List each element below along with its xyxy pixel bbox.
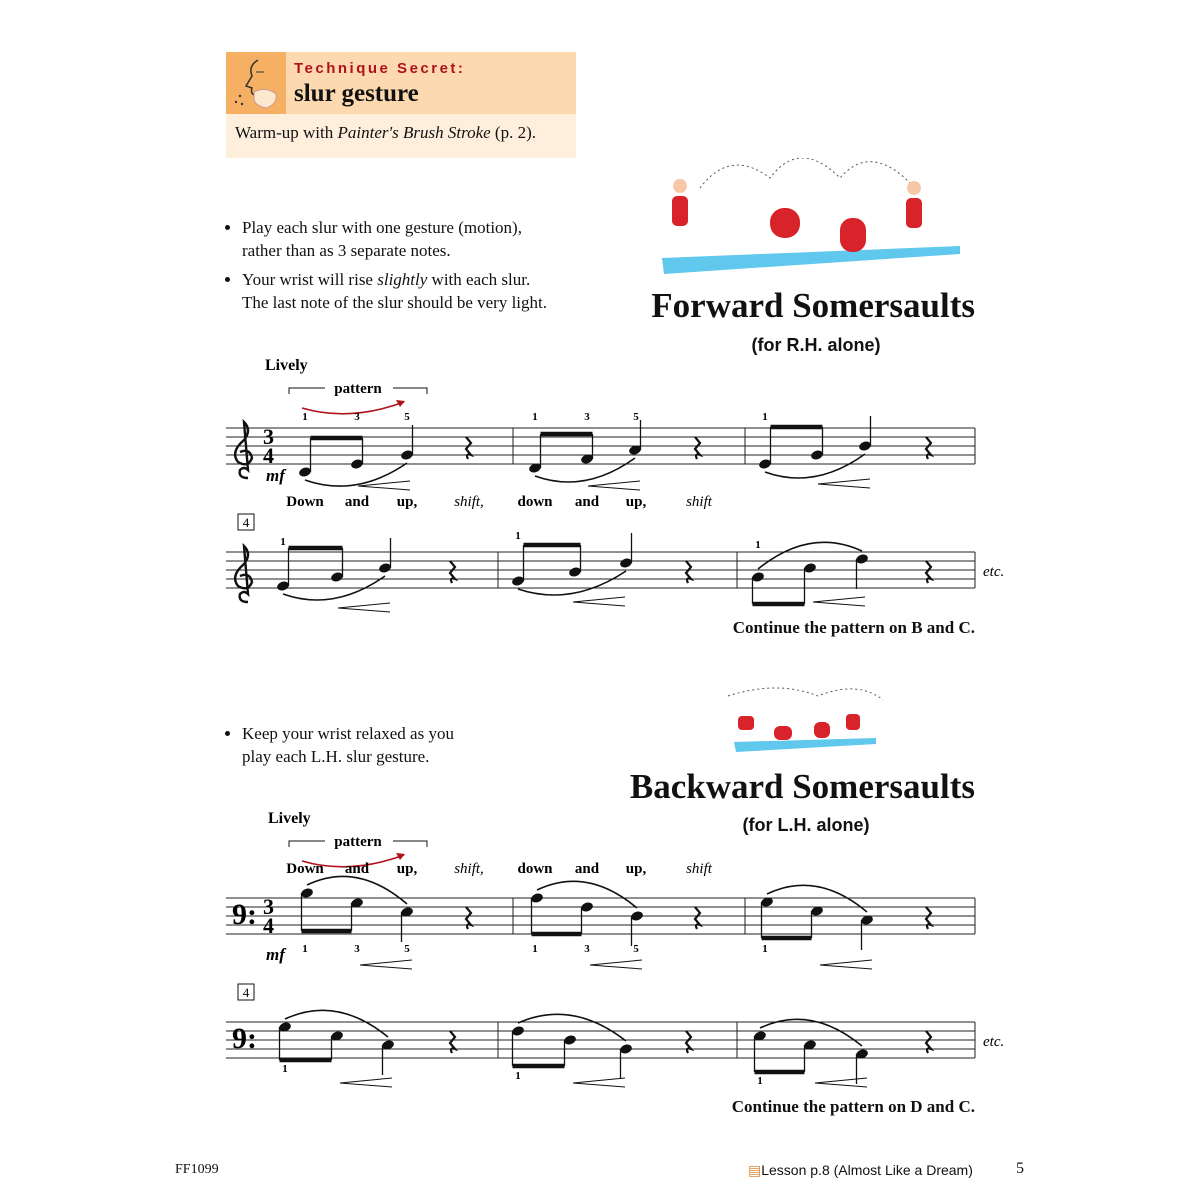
fingering: 5 [404,411,410,423]
fingering: 1 [755,539,761,551]
dynamic-marking: mf [266,466,285,485]
fingering: 3 [354,411,360,423]
lyric-word: and [574,494,600,510]
fingering: 1 [757,1075,763,1087]
fingering: 1 [762,943,768,955]
treble-clef-icon [235,546,252,602]
fingering: 5 [404,943,410,955]
section2-bullets [226,722,606,774]
section2-continue: Continue the pattern on D and C. [731,1097,975,1116]
section1-subtitle: (for R.H. alone) [751,335,881,355]
bullet-line: The last note of the slur should be very light. [242,293,547,312]
section1-title: Forward Somersaults [651,286,975,325]
time-signature-bottom: 4 [263,443,274,468]
fingering: 1 [762,411,768,423]
decrescendo [815,1078,867,1087]
quarter-rest [450,561,455,583]
measure-number: 4 [242,985,250,1000]
bass-clef-icon: 9: [232,1022,257,1055]
lyric-word: Down [286,861,324,877]
tip-label: Technique Secret: [294,60,466,77]
fingering: 1 [515,1070,521,1082]
quarter-rest [926,437,931,459]
lyric-word: shift, [454,861,484,877]
etc-marking: etc. [983,564,1005,580]
quarter-rest [466,907,471,929]
bass-clef-icon: 9: [232,898,257,931]
tempo-marking: Lively [265,357,308,374]
tip-body-piece: Painter's Brush Stroke [337,123,491,142]
lyric-word: and [344,861,370,877]
fingering: 3 [584,411,590,423]
quarter-rest [686,1031,691,1053]
decrescendo [573,1078,625,1087]
fingering: 5 [633,943,639,955]
quarter-rest [695,907,700,929]
section2-subtitle: (for L.H. alone) [742,815,870,835]
lyric-word: up, [625,861,647,877]
time-signature-top: 3 [263,894,274,919]
decrescendo [360,960,412,969]
quarter-rest [695,437,700,459]
backward-somersault-illustration [718,686,888,756]
pattern-arrow [302,402,404,414]
time-signature-top: 3 [263,424,274,449]
etc-marking: etc. [983,1034,1005,1050]
fingering: 1 [515,530,521,542]
bullet-line: with each slur. [427,270,531,289]
lyric-word: down [517,861,553,877]
decrescendo [588,481,640,490]
pattern-label: pattern [334,834,382,850]
measure-number: 4 [242,515,250,530]
bullet-line: play each L.H. slur gesture. [242,747,430,766]
decrescendo [820,960,872,969]
lyric-word: shift [686,494,712,510]
section2-title: Backward Somersaults [629,767,975,806]
fingering: 5 [633,411,639,423]
fingering: 3 [354,943,360,955]
lyric-word: shift, [454,494,484,510]
lyric-word: up, [396,494,418,510]
tip-body-text: Warm-up with [235,123,338,142]
fingering: 1 [280,536,286,548]
quarter-rest [926,1031,931,1053]
bullet-line: rather than as 3 separate notes. [242,241,451,260]
fingering: 1 [282,1063,288,1075]
treble-clef-icon [235,422,252,478]
lesson-ref-text: Lesson p.8 (Almost Like a Dream) [761,1162,973,1178]
decrescendo [813,597,865,606]
quarter-rest [686,561,691,583]
bullet-line: Play each slur with one gesture (motion), [242,218,522,237]
decrescendo [338,603,390,612]
decrescendo [340,1078,392,1087]
decrescendo [818,479,870,488]
lyric-word: up, [396,861,418,877]
tempo-marking: Lively [268,810,311,827]
time-signature-bottom: 4 [263,913,274,938]
lyric-word: down [517,494,553,510]
footer-lesson-ref [748,1162,973,1179]
fingering: 1 [302,411,308,423]
quarter-rest [466,437,471,459]
fingering: 3 [584,943,590,955]
bullet-line: Keep your wrist relaxed as you [242,724,454,743]
fingering: 1 [532,943,538,955]
pattern-label: pattern [334,381,382,397]
lyric-word: up, [625,494,647,510]
decrescendo [590,960,642,969]
page-number: 5 [1016,1160,1024,1177]
dynamic-marking: mf [266,945,285,964]
quarter-rest [450,1031,455,1053]
lyric-word: and [344,494,370,510]
tip-body-page: (p. 2). [490,123,536,142]
decrescendo [573,597,625,606]
book-icon: ▤ [748,1162,762,1178]
quarter-rest [926,907,931,929]
lyric-word: shift [686,861,712,877]
fingering: 1 [302,943,308,955]
footer-code: FF1099 [175,1162,219,1177]
bullet-emphasis: slightly [377,270,428,289]
tip-title: slur gesture [294,80,419,107]
lyric-word: Down [286,494,324,510]
bullet-item [242,722,606,768]
section1-continue: Continue the pattern on B and C. [732,618,975,637]
bullet-line: Your wrist will rise [242,270,378,289]
fingering: 1 [532,411,538,423]
quarter-rest [926,561,931,583]
lyric-word: and [574,861,600,877]
